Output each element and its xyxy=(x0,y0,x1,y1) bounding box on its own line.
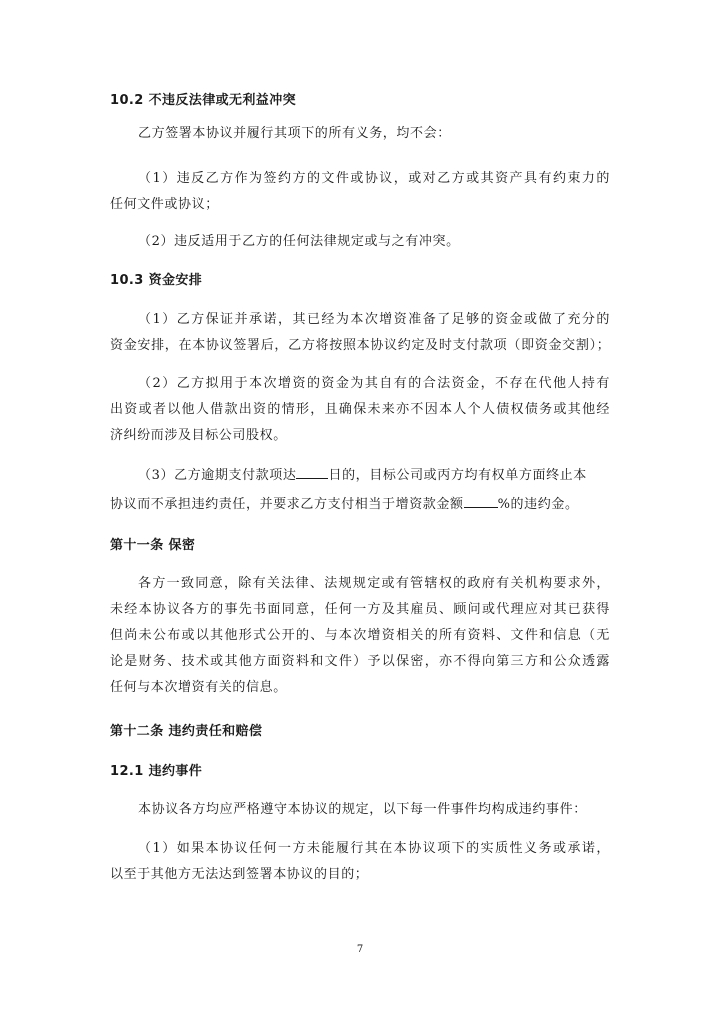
article-11-line3: 但尚未公布或以其他形式公开的、与本次增资相关的所有资料、文件和信息（无 xyxy=(110,628,610,643)
section-10-3-item3-text-c: 协议而不承担违约责任，并要求乙方支付相当于增资款金额 xyxy=(110,497,464,512)
section-10-3-item1-line1: （1）乙方保证并承诺，其已经为本次增资准备了足够的资金或做了充分的 xyxy=(138,312,610,327)
article-12-1-intro: 本协议各方均应严格遵守本协议的规定，以下每一件事件均构成违约事件： xyxy=(138,802,587,817)
section-10-3-item2-line1: （2）乙方拟用于本次增资的资金为其自有的合法资金，不存在代他人持有 xyxy=(138,376,610,391)
article-12-heading: 第十二条 违约责任和赔偿 xyxy=(110,724,263,739)
article-11-heading: 第十一条 保密 xyxy=(110,538,196,553)
section-10-3-item2-line3: 济纠纷而涉及目标公司股权。 xyxy=(110,428,287,443)
article-11-line2: 未经本协议各方的事先书面同意，任何一方及其雇员、顾问或代理应对其已获得 xyxy=(110,602,610,617)
section-10-3-item3-text-d: %的违约金。 xyxy=(497,497,579,512)
section-10-2-intro: 乙方签署本协议并履行其项下的所有义务，均不会： xyxy=(138,126,451,141)
section-10-2-heading: 10.2 不违反法律或无利益冲突 xyxy=(110,93,297,108)
article-12-1-item1-line1: （1）如果本协议任何一方未能履行其在本协议项下的实质性义务或承诺， xyxy=(138,841,610,856)
section-10-2-item1-line1: （1）违反乙方作为签约方的文件或协议，或对乙方或其资产具有约束力的 xyxy=(138,171,610,186)
article-11-line5: 任何与本次增资有关的信息。 xyxy=(110,680,287,695)
article-12-1-item1-line2: 以至于其他方无法达到签署本协议的目的； xyxy=(110,867,369,882)
percentage-blank xyxy=(464,495,498,508)
article-12-1-heading: 12.1 违约事件 xyxy=(110,764,203,779)
section-10-2-item2: （2）违反适用于乙方的任何法律规定或与之有冲突。 xyxy=(138,234,460,249)
section-10-2-item1-line2: 任何文件或协议； xyxy=(110,197,219,212)
section-10-3-item1-line2: 资金安排，在本协议签署后，乙方将按照本协议约定及时支付款项（即资金交割）； xyxy=(110,338,610,353)
article-11-line1: 各方一致同意，除有关法律、法规规定或有管辖权的政府有关机构要求外， xyxy=(138,576,610,591)
section-10-3-item3-text-a: （3）乙方逾期支付款项达 xyxy=(138,468,297,483)
section-10-3-heading: 10.3 资金安排 xyxy=(110,273,203,288)
section-10-3-item2-line2: 出资或者以他人借款出资的情形，且确保未来亦不因本人个人债权债务或其他经 xyxy=(110,402,610,417)
days-blank xyxy=(296,466,328,479)
section-10-3-item3-line2 xyxy=(110,495,610,514)
section-10-3-item3-line1 xyxy=(138,466,610,485)
section-10-3-item3-text-b: 日的，目标公司或丙方均有权单方面终止本 xyxy=(328,468,587,483)
page-number: 7 xyxy=(356,944,364,955)
article-11-line4: 论是财务、技术或其他方面资料和文件）予以保密，亦不得向第三方和公众透露 xyxy=(110,654,610,669)
